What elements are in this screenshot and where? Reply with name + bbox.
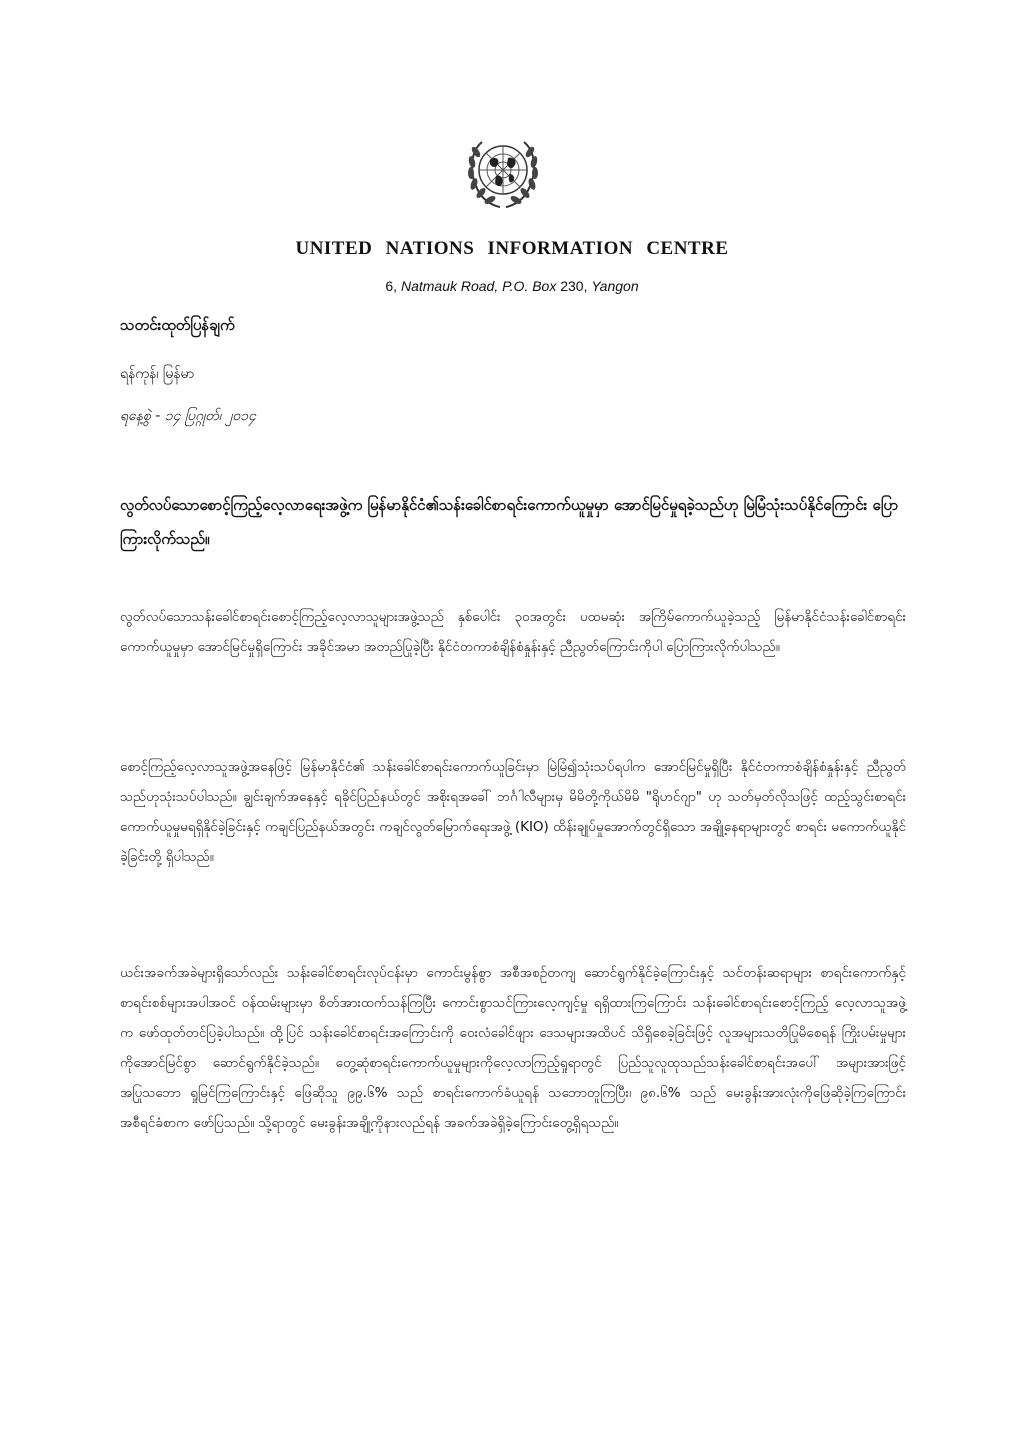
org-name-heading: UNITED NATIONS INFORMATION CENTRE [295,238,729,259]
un-emblem-icon [460,130,546,210]
press-release-headline: လွတ်လပ်သောစောင့်ကြည့်လေ့လာရေးအဖွဲ့က မြန်မာနိုင်ငံ၏သန်းခေါင်စာရင်းကောက်ယူမှုမှာ အောင်မြင်မှုရခဲ့သည်ဟု မြဲမြံသုံးသပ်နိုင်ကြောင်း ပြောကြားလိုက်သည်။ [120,496,899,548]
address-street: Natmauk Road, P.O. Box [400,278,557,294]
press-release-label: သတင်းထုတ်ပြန်ချက် [120,316,235,334]
address-number: 6, [385,278,401,294]
body-paragraph: စောင့်ကြည့်လေ့လာသူအဖွဲ့အနေဖြင့် မြန်မာနိုင်ငံ၏ သန်းခေါင်စာရင်းကောက်ယူခြင်းမှာ မြဲမြံ၍သုံးသပ်ရပါက အောင်မြင်မှုရှိပြီး နိုင်ငံတကာစံချိန်စံနှုန်းနှင့် ညီညွတ်သည်ဟုသုံးသပ်ပါသည်။ ချွင်းချက်အနေနှင့် ရခိုင်ပြည်နယ်တွင် အစိုးရအခေါ် ဘင်္ဂါလီများမှ မိမိတို့ကိုယ်မိမိ "ရိုဟင်ဂျာ" ဟု သတ်မှတ်လိုသဖြင့် ထည့်သွင်းစာရင်းကောက်ယူမှုမရရှိနိုင်ခဲ့ခြင်းနှင့် ကချင်ပြည်နယ်အတွင်း ကချင်လွတ်မြောက်ရေးအဖွဲ့ (KIO) ထိန်းချုပ်မှုအောက်တွင်ရှိသော အချို့နေရာများတွင် စာရင်း မကောက်ယူနိုင်ခဲ့ခြင်းတို့ ရှိပါသည်။ [120,759,906,865]
address-box: 230, [556,278,592,294]
dateline-date: ရနေ့စွဲ - ၁၄ ပြဂ္ဂုတ်၊ ၂၀၁၄ [120,408,257,424]
org-address [0,278,1024,294]
body-paragraph: လွတ်လပ်သောသန်းခေါင်စာရင်းစောင့်ကြည့်လေ့လာသူများအဖွဲ့သည် နှစ်ပေါင်း ၃၀အတွင်း ပထမဆုံး အကြိမ်ကောက်ယူခဲ့သည့် မြန်မာနိုင်ငံသန်းခေါင်စာရင်းကောက်ယူမှုမှာ အောင်မြင်မှုရှိကြောင်း အခိုင်အမာ အတည်ပြုခဲ့ပြီး နိုင်ငံတကာစံချိန်စံနှုန်းနှင့် ညီညွတ်ကြောင်းကိုပါ ပြောကြားလိုက်ပါသည်။ [120,609,906,655]
dateline-location: ရန်ကုန်၊ မြန်မာ [120,366,195,382]
body-paragraph: ယင်းအခက်အခဲများရှိသော်လည်း သန်းခေါင်စာရင်းလုပ်ငန်းမှာ ကောင်းမွန်စွာ အစီအစဉ်တကျ ဆောင်ရွက်နိုင်ခဲ့ကြောင်းနှင့် သင်တန်းဆရာများ စာရင်းကောက်နှင့် စာရင်းစစ်များအပါအဝင် ဝန်ထမ်းများမှာ စိတ်အားထက်သန်ကြပြီး ကောင်းစွာသင်ကြားလေ့ကျင့်မှု ရရှိထားကြကြောင်း သန်းခေါင်စာရင်းစောင့်ကြည့် လေ့လာသူအဖွဲ့က ဖော်ထုတ်တင်ပြခဲ့ပါသည်။ ထို့ပြင် သန်းခေါင်စာရင်းအကြောင်းကို ဝေးလံခေါင်ဖျား ဒေသများအထိပင် သိရှိစေခဲ့ခြင်းဖြင့် လူအများသတိပြုမိစေရန် ကြိုးပမ်းမှုများကိုအောင်မြင်စွာ ဆောင်ရွက်နိုင်ခဲ့သည်။ တွေ့ဆုံစာရင်းကောက်ယူမှုများကိုလေ့လာကြည့်ရှုရာတွင် ပြည်သူလူထုသည်သန်းခေါင်စာရင်းအပေါ် အများအားဖြင့် အပြုသဘော ရှုမြင်ကြကြောင်းနှင့် ဖြေဆိုသူ ၉၉.၆% သည် စာရင်းကောက်ခံယူရန် သဘောတူကြပြီး၊ ၉၈.၆% သည် မေးခွန်းအားလုံးကိုဖြေဆိုခဲ့ကြကြောင်းအစီရင်ခံစာက ဖော်ပြသည်။ သို့ရာတွင် မေးခွန်းအချို့ကိုနားလည်ရန် အခက်အခဲရှိခဲ့ကြောင်းတွေ့ရှိရသည်။ [120,965,906,1131]
address-city: Yangon [591,278,639,294]
